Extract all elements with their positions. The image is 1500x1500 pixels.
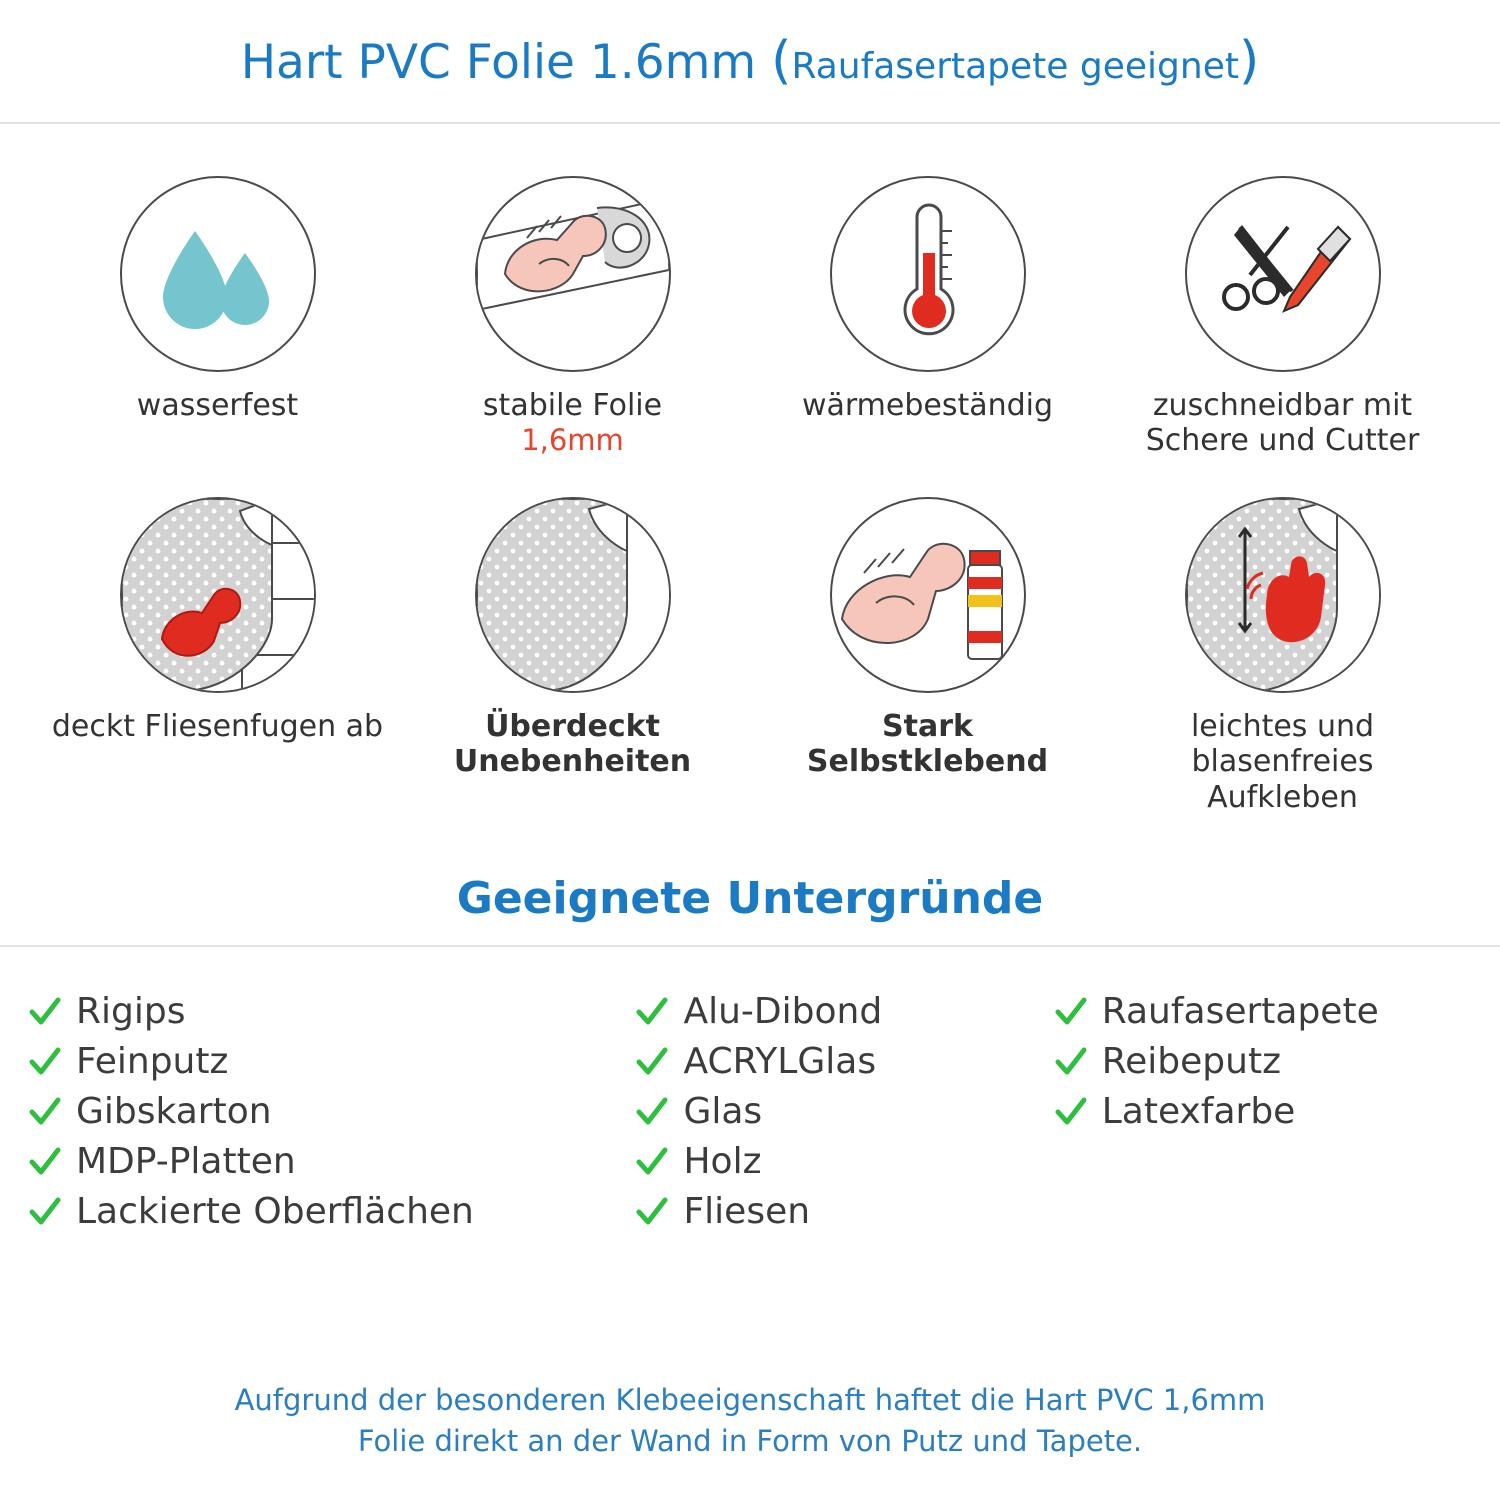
- list-item: [28, 1189, 635, 1235]
- hand-smoothing-film-icon: [1187, 499, 1379, 691]
- list-item-label: MDP-Platten: [76, 1141, 296, 1183]
- list-item: [1054, 1089, 1472, 1135]
- feature-label: deckt Fliesenfugen ab: [51, 708, 384, 744]
- check-icon: [635, 1195, 669, 1229]
- list-item-label: ACRYLGlas: [683, 1041, 877, 1083]
- list-item-label: Latexfarbe: [1101, 1091, 1296, 1133]
- thermometer-icon: [833, 179, 1023, 369]
- list-item-label: Reibeputz: [1101, 1041, 1281, 1083]
- page-title-main: Hart PVC Folie 1.6mm: [240, 35, 757, 90]
- check-icon: [635, 1045, 669, 1079]
- feature-item: [758, 497, 1098, 815]
- check-icon: [635, 995, 669, 1029]
- feature-label: leichtes und blasenfreies Aufkleben: [1190, 708, 1375, 815]
- scissors-cutter-icon: [1188, 179, 1378, 369]
- feature-icon-circle: [120, 176, 316, 372]
- substrate-list: [0, 947, 1500, 1235]
- muscle-arm-film-roll-icon: [477, 178, 669, 370]
- substrate-column-1: [28, 989, 635, 1235]
- thumbs-up-tile-joints-icon: [122, 499, 314, 691]
- feature-item: [48, 497, 388, 815]
- list-item-label: Holz: [683, 1141, 762, 1183]
- page-title: [241, 31, 1260, 91]
- list-item: [1054, 989, 1472, 1035]
- check-icon: [635, 1095, 669, 1129]
- feature-label: Stark Selbstklebend: [806, 708, 1049, 780]
- list-item-label: Feinputz: [76, 1041, 229, 1083]
- feature-icon-circle: [830, 497, 1026, 693]
- section-header: [0, 853, 1500, 947]
- feature-icon-circle: [475, 497, 671, 693]
- feature-item: [48, 176, 388, 459]
- substrate-column-3: [1054, 989, 1472, 1235]
- feature-label: wärmebeständig: [801, 388, 1054, 423]
- check-icon: [28, 1095, 62, 1129]
- page-title-sub: Raufasertapete geeignet: [791, 46, 1239, 87]
- check-icon: [28, 995, 62, 1029]
- feature-label: stabile Folie: [482, 388, 663, 423]
- feature-grid: [0, 124, 1500, 815]
- feature-item: [1113, 497, 1453, 815]
- feature-label: wasserfest: [136, 388, 299, 423]
- list-item: [1054, 1039, 1472, 1085]
- footer-note-line-2: Folie direkt an der Wand in Form von Putz und Tapete.: [357, 1423, 1143, 1458]
- list-item: [635, 1189, 1053, 1235]
- feature-icon-circle: [1185, 497, 1381, 693]
- list-item: [28, 1139, 635, 1185]
- list-item-label: Rigips: [76, 990, 186, 1032]
- feature-label: zuschneidbar mit Schere und Cutter: [1145, 388, 1420, 459]
- feature-sublabel: 1,6mm: [521, 423, 624, 458]
- check-icon: [28, 1045, 62, 1079]
- feature-item: [758, 176, 1098, 459]
- check-icon: [28, 1195, 62, 1229]
- check-icon: [1054, 995, 1088, 1029]
- feature-label: Überdeckt Unebenheiten: [453, 708, 692, 780]
- list-item: [635, 1139, 1053, 1185]
- title-paren-close: ): [1238, 31, 1260, 91]
- section-title: Geeignete Untergründe: [456, 873, 1044, 925]
- list-item: [28, 1039, 635, 1085]
- list-item-label: Gibskarton: [76, 1091, 272, 1133]
- list-item: [635, 1039, 1053, 1085]
- feature-icon-circle: [830, 176, 1026, 372]
- list-item: [28, 1089, 635, 1135]
- feature-icon-circle: [475, 176, 671, 372]
- list-item-label: Fliesen: [683, 1191, 811, 1233]
- list-item-label: Glas: [683, 1091, 763, 1133]
- check-icon: [28, 1145, 62, 1179]
- water-drops-icon: [123, 179, 313, 369]
- feature-icon-circle: [120, 497, 316, 693]
- peeling-film-corner-icon: [477, 499, 669, 691]
- list-item: [635, 989, 1053, 1035]
- check-icon: [1054, 1095, 1088, 1129]
- list-item-label: Alu-Dibond: [683, 990, 883, 1032]
- check-icon: [1054, 1045, 1088, 1079]
- feature-icon-circle: [1185, 176, 1381, 372]
- feature-item: [403, 176, 743, 459]
- check-icon: [635, 1145, 669, 1179]
- substrate-column-2: [635, 989, 1053, 1235]
- feature-item: [403, 497, 743, 815]
- list-item: [635, 1089, 1053, 1135]
- header: [0, 0, 1500, 124]
- muscle-arm-glue-tube-icon: [832, 499, 1024, 691]
- title-paren-open: (: [771, 31, 792, 91]
- feature-item: [1113, 176, 1453, 459]
- list-item: [28, 989, 635, 1035]
- list-item-label: Raufasertapete: [1101, 990, 1379, 1032]
- list-item-label: Lackierte Oberflächen: [76, 1191, 474, 1233]
- footer-note-line-1: Aufgrund der besonderen Klebeeigenschaft haftet die Hart PVC 1,6mm: [234, 1382, 1266, 1417]
- footer-note: [0, 1380, 1500, 1462]
